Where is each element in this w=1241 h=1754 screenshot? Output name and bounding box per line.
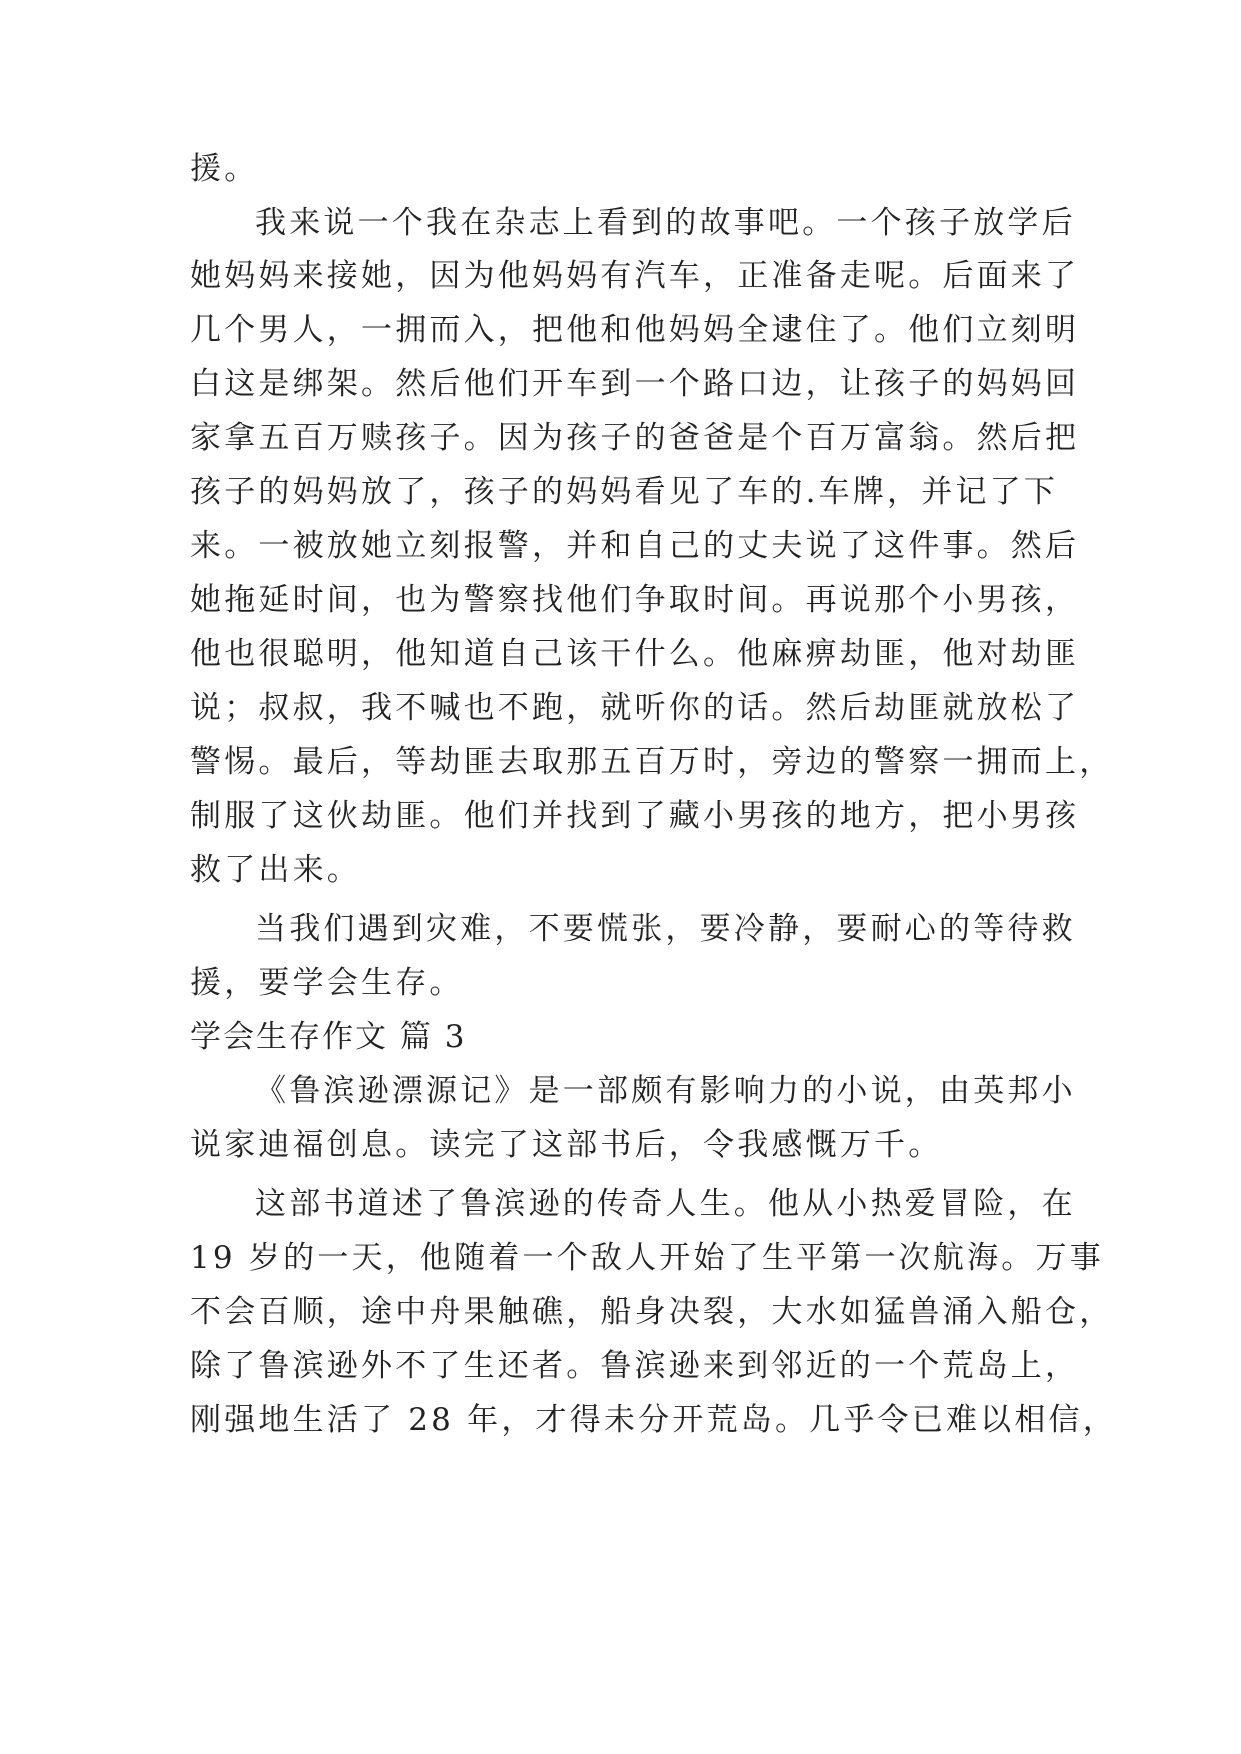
text-line: 来。一被放她立刻报警，并和自己的丈夫说了这件事。然后 — [190, 528, 1080, 564]
text-line: 孩子的妈妈放了，孩子的妈妈看见了车的.车牌，并记了下 — [190, 474, 1059, 510]
text-line: 援，要学会生存。 — [190, 965, 464, 1001]
text-line: 白这是绑架。然后他们开车到一个路口边，让孩子的妈妈回 — [190, 366, 1080, 402]
paragraph-first-line: 《鲁滨逊漂源记》是一部颇有影响力的小说，由英邦小 — [255, 1073, 1076, 1109]
paragraph-first-line: 我来说一个我在杂志上看到的故事吧。一个孩子放学后 — [255, 205, 1076, 241]
text-line: 除了鲁滨逊外不了生还者。鲁滨逊来到邻近的一个荒岛上， — [190, 1348, 1080, 1384]
text-line: 救了出来。 — [190, 852, 361, 888]
paragraph-first-line: 当我们遇到灾难，不要慌张，要冷静，要耐心的等待救 — [255, 911, 1076, 947]
text-line: 她妈妈来接她，因为他妈妈有汽车，正准备走呢。后面来了 — [190, 258, 1080, 294]
text-line: 家拿五百万赎孩子。因为孩子的爸爸是个百万富翁。然后把 — [190, 420, 1080, 456]
text-line: 说；叔叔，我不喊也不跑，就听你的话。然后劫匪就放松了 — [190, 690, 1080, 726]
text-line: 说家迪福创息。读完了这部书后，令我感慨万千。 — [190, 1127, 943, 1163]
text-line: 几个男人，一拥而入，把他和他妈妈全逮住了。他们立刻明 — [190, 312, 1080, 348]
text-line: 警惕。最后，等劫匪去取那五百万时，旁边的警察一拥而上， — [190, 744, 1114, 780]
text-line: 她拖延时间，也为警察找他们争取时间。再说那个小男孩， — [190, 582, 1080, 618]
text-line: 刚强地生活了 28 年，才得未分开荒岛。几乎令已难以相信， — [190, 1402, 1117, 1438]
section-heading: 学会生存作文 篇 3 — [190, 1019, 467, 1055]
text-line: 19 岁的一天，他随着一个敌人开始了生平第一次航海。万事 — [190, 1240, 1104, 1276]
text-line: 不会百顺，途中舟果触礁，船身决裂，大水如猛兽涌入船仓， — [190, 1294, 1114, 1330]
paragraph-first-line: 这部书道述了鲁滨逊的传奇人生。他从小热爱冒险，在 — [255, 1186, 1076, 1222]
text-line: 援。 — [190, 151, 259, 187]
text-line: 他也很聪明，他知道自己该干什么。他麻痹劫匪，他对劫匪 — [190, 636, 1080, 672]
text-line: 制服了这伙劫匪。他们并找到了藏小男孩的地方，把小男孩 — [190, 798, 1080, 834]
